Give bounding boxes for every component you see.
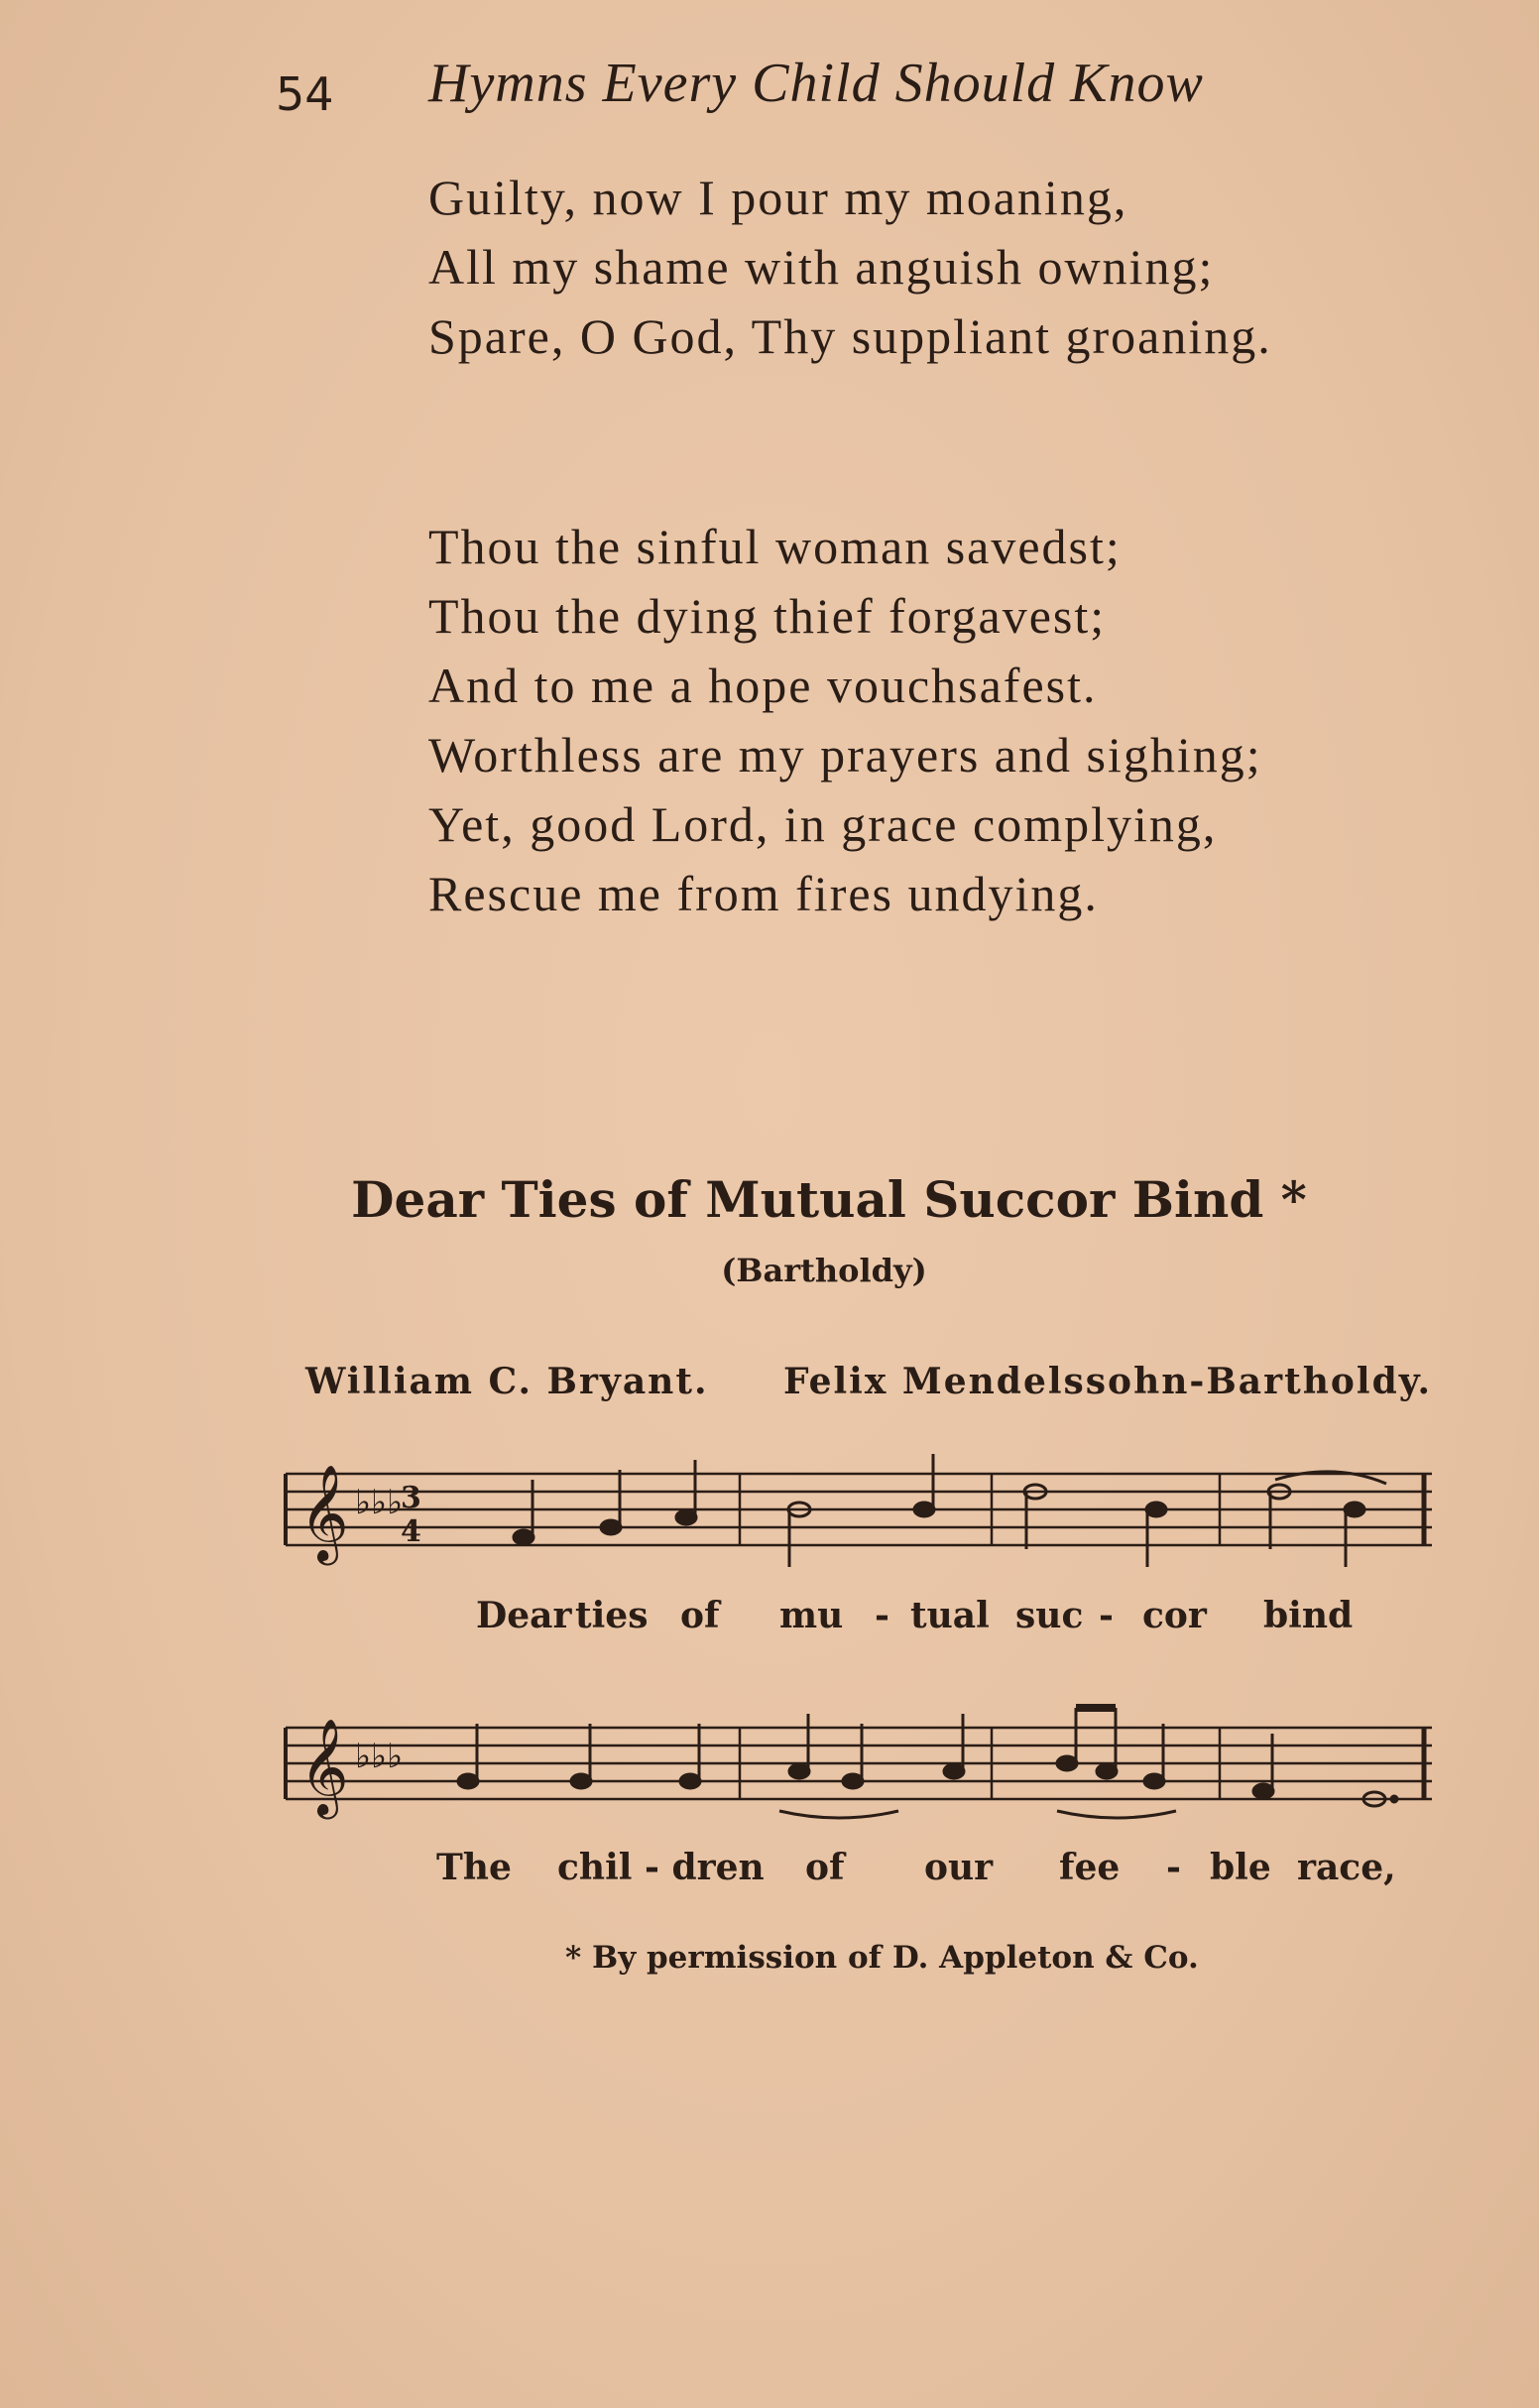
note [789, 1764, 809, 1778]
running-title: Hymns Every Child Should Know [428, 53, 1204, 114]
lyric: of [680, 1595, 720, 1636]
lyric: tual [910, 1595, 990, 1636]
lyric: chil - dren [557, 1847, 765, 1888]
lyric: suc [1015, 1595, 1084, 1636]
note [1097, 1764, 1117, 1778]
verse-stanza-1 [428, 163, 1272, 371]
flat-icon: ♭♭♭ [355, 1737, 404, 1776]
note [1057, 1756, 1077, 1770]
lyric: fee [1059, 1847, 1121, 1888]
lyric: The [436, 1847, 512, 1888]
verse-line: Spare, O God, Thy suppliant groaning. [428, 308, 1272, 364]
note [944, 1764, 964, 1778]
page-number: 54 [276, 67, 334, 121]
music-staff-2 [284, 1704, 1434, 1833]
verse-line: Worthless are my prayers and sighing; [428, 727, 1262, 783]
lyric: race, [1297, 1847, 1396, 1888]
lyric: ble [1210, 1847, 1271, 1888]
note [601, 1520, 621, 1534]
note [676, 1510, 696, 1524]
note [1253, 1784, 1273, 1798]
lyric: - [1166, 1847, 1181, 1888]
lyric: - [875, 1595, 889, 1636]
lyric: - [1099, 1595, 1114, 1636]
lyric: ties [575, 1595, 649, 1636]
note [1345, 1503, 1364, 1516]
footnote: * By permission of D. Appleton & Co. [565, 1940, 1199, 1976]
note [1146, 1503, 1166, 1516]
verse-line: Thou the dying thief forgavest; [428, 588, 1107, 644]
author-credit: William C. Bryant. [305, 1361, 709, 1402]
time-signature: 3 [401, 1481, 421, 1515]
note [914, 1503, 934, 1516]
note [458, 1774, 478, 1788]
lyric: mu [779, 1595, 844, 1636]
verse-line: And to me a hope vouchsafest. [428, 658, 1098, 713]
note [571, 1774, 591, 1788]
verse-line: Rescue me from fires undying. [428, 866, 1099, 921]
verse-line: All my shame with anguish owning; [428, 239, 1215, 295]
lyric: of [805, 1847, 845, 1888]
flat-icon: ♭♭♭ [355, 1483, 404, 1522]
composer-credit: Felix Mendelssohn-Bartholdy. [783, 1361, 1433, 1402]
verse-line: Thou the sinful woman savedst; [428, 519, 1122, 574]
music-staff-1 [284, 1450, 1434, 1579]
lyric: cor [1142, 1595, 1207, 1636]
note [514, 1530, 533, 1544]
treble-clef-icon: 𝄞 [299, 1718, 349, 1815]
lyric: Dear [476, 1595, 572, 1636]
note [680, 1774, 700, 1788]
verse-line: Yet, good Lord, in grace complying, [428, 796, 1218, 852]
verse-stanza-2 [428, 512, 1262, 928]
verse-line: Guilty, now I pour my moaning, [428, 170, 1128, 225]
treble-clef-icon: 𝄞 [299, 1464, 349, 1561]
lyric: bind [1263, 1595, 1354, 1636]
svg-text:4: 4 [401, 1514, 421, 1549]
lyric: our [924, 1847, 994, 1888]
note [843, 1774, 863, 1788]
hymn-title: Dear Ties of Mutual Succor Bind * [351, 1170, 1307, 1229]
tune-name: (Bartholdy) [721, 1252, 927, 1289]
note [1144, 1774, 1164, 1788]
